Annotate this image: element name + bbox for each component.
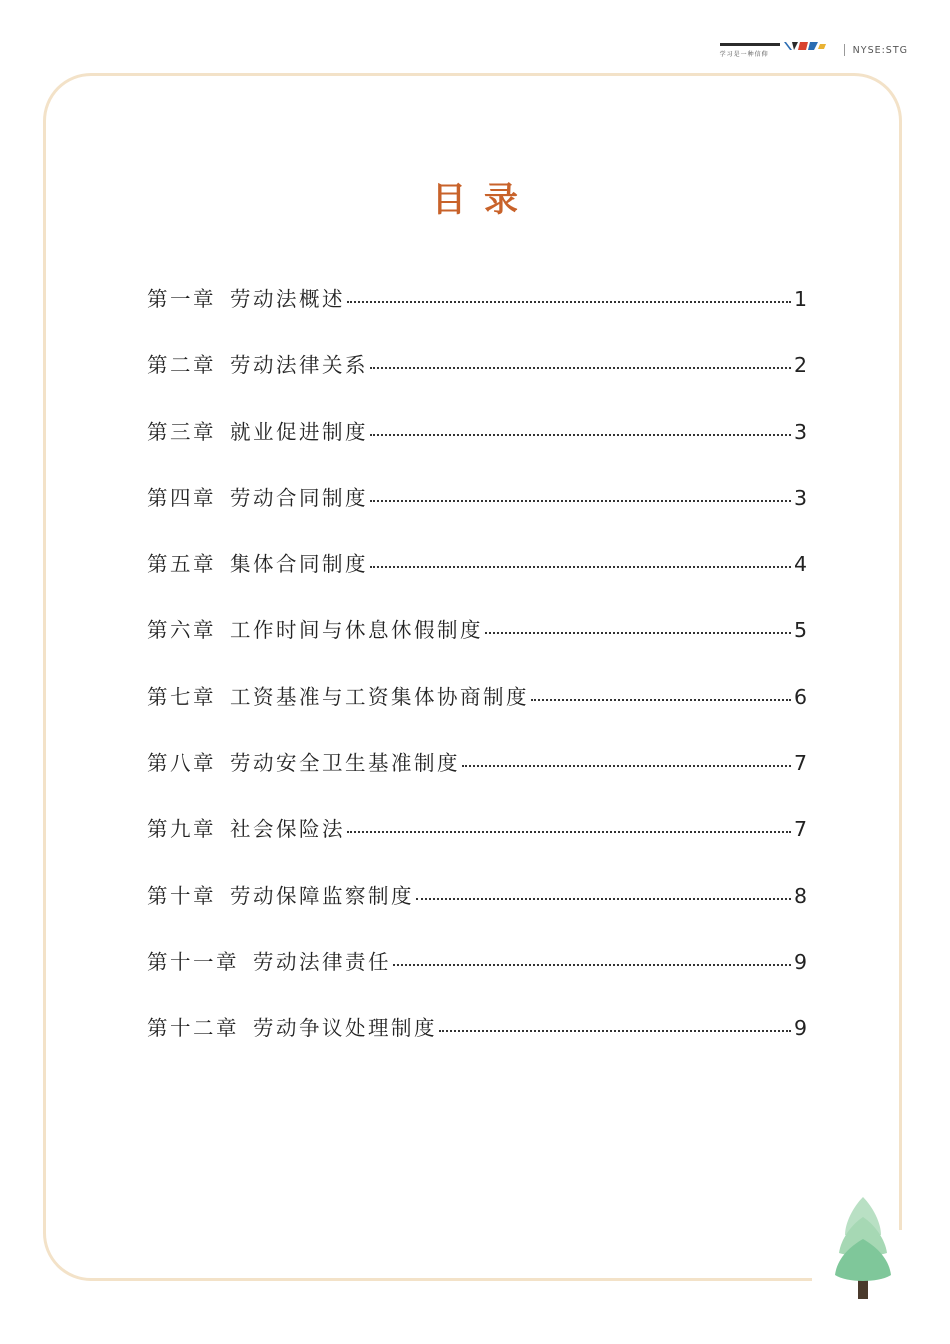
- toc-dot-leader: [347, 831, 791, 833]
- toc-dot-leader: [393, 964, 791, 966]
- toc-chapter-label: 第二章: [147, 353, 216, 378]
- toc-dot-leader: [347, 301, 791, 303]
- toc-chapter-label: 第五章: [147, 552, 216, 577]
- company-logo: [720, 40, 832, 60]
- toc-chapter-title: 社会保险法: [230, 817, 345, 842]
- toc-page-number: 5: [793, 618, 807, 643]
- toc-dot-leader: [370, 500, 791, 502]
- page-title: 目录: [432, 180, 536, 220]
- stock-ticker: NYSE:STG: [852, 44, 908, 56]
- toc-chapter-title: 劳动保障监察制度: [230, 883, 414, 908]
- toc-row[interactable]: [147, 547, 807, 613]
- toc-page-number: 1: [793, 287, 807, 311]
- toc-dot-leader: [531, 699, 791, 701]
- toc-page-number: 9: [793, 1016, 807, 1041]
- toc-row[interactable]: [147, 945, 807, 1011]
- toc-dot-leader: [370, 566, 791, 568]
- toc-row[interactable]: [147, 812, 807, 878]
- toc-page-number: 9: [793, 949, 807, 974]
- header-divider: [844, 44, 845, 56]
- toc-chapter-title: 劳动法概述: [230, 287, 345, 311]
- toc-row[interactable]: [147, 680, 807, 746]
- toc-page-number: 6: [793, 684, 807, 709]
- toc-chapter-label: 第七章: [147, 684, 216, 709]
- toc-page-number: 3: [793, 485, 807, 510]
- toc-chapter-title: 集体合同制度: [230, 552, 368, 577]
- toc-chapter-title: 劳动争议处理制度: [253, 1016, 437, 1041]
- toc-chapter-label: 第四章: [147, 485, 216, 510]
- toc-chapter-label: 第十一章: [147, 949, 239, 974]
- toc-chapter-label: 第十章: [147, 883, 216, 908]
- toc-page-number: 8: [793, 883, 807, 908]
- toc-chapter-label: 第八章: [147, 751, 216, 776]
- toc-row[interactable]: [147, 282, 807, 348]
- toc-dot-leader: [370, 367, 791, 369]
- toc-chapter-label: 第九章: [147, 817, 216, 842]
- toc-chapter-title: 劳动安全卫生基准制度: [230, 751, 460, 776]
- toc-page-number: 2: [793, 353, 807, 378]
- toc-chapter-label: 第三章: [147, 419, 216, 444]
- toc-chapter-label: 第十二章: [147, 1016, 239, 1041]
- toc-chapter-title: 就业促进制度: [230, 419, 368, 444]
- toc-row[interactable]: [147, 1011, 807, 1077]
- tree-icon: [833, 1195, 893, 1300]
- toc-page-number: 4: [793, 552, 807, 577]
- toc-chapter-title: 劳动合同制度: [230, 485, 368, 510]
- toc-page-number: 7: [793, 817, 807, 842]
- logo-shapes-icon: [784, 40, 832, 52]
- toc-chapter-label: 第一章: [147, 287, 216, 311]
- toc-chapter-title: 工资基准与工资集体协商制度: [230, 684, 529, 709]
- toc-row[interactable]: [147, 348, 807, 414]
- toc-page-number: 3: [793, 419, 807, 444]
- toc-row[interactable]: [147, 613, 807, 679]
- toc-dot-leader: [462, 765, 791, 767]
- logo-tagline: 学习是一种信仰: [719, 51, 769, 58]
- header-logo: [720, 40, 908, 60]
- toc-row[interactable]: [147, 415, 807, 481]
- toc-dot-leader: [439, 1030, 791, 1032]
- toc-dot-leader: [370, 434, 791, 436]
- toc-chapter-label: 第六章: [147, 618, 216, 643]
- toc-row[interactable]: [147, 746, 807, 812]
- toc-row[interactable]: [147, 879, 807, 945]
- logo-wordmark: [720, 43, 780, 46]
- table-of-contents: [147, 282, 807, 1078]
- toc-chapter-title: 工作时间与休息休假制度: [230, 618, 483, 643]
- toc-row[interactable]: [147, 481, 807, 547]
- toc-dot-leader: [485, 632, 791, 634]
- toc-chapter-title: 劳动法律责任: [253, 949, 391, 974]
- toc-chapter-title: 劳动法律关系: [230, 353, 368, 378]
- toc-page-number: 7: [793, 751, 807, 776]
- toc-dot-leader: [416, 898, 791, 900]
